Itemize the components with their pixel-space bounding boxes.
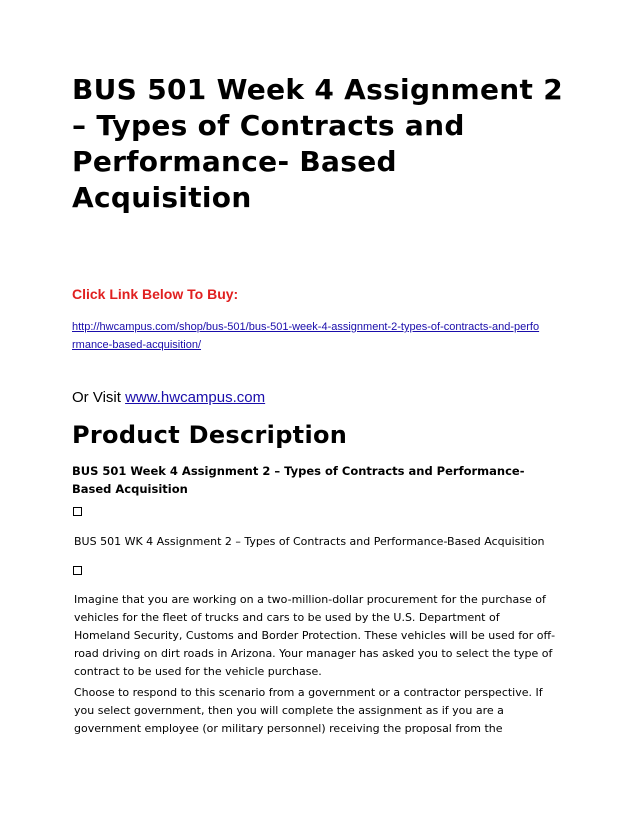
product-link[interactable]: http://hwcampus.com/shop/bus-501/bus-501-week-4-assignment-2-types-of-contracts-and-performance-based-acquisition/ (72, 321, 540, 351)
document-title: BUS 501 Week 4 Assignment 2 – Types of Contracts and Performance- Based Acquisition (72, 73, 564, 214)
checkbox-square-icon (73, 507, 82, 516)
paragraph-perspective: Choose to respond to this scenario from a government or a contractor perspective. If you select government, then you will complete the assignment as if you are a government employee (or military personnel) receiving the proposal from the (74, 686, 543, 735)
assignment-line: BUS 501 WK 4 Assignment 2 – Types of Contracts and Performance-Based Acquisition (74, 535, 545, 548)
visit-line (72, 389, 265, 406)
website-link[interactable]: www.hwcampus.com (125, 389, 266, 406)
visit-prefix: Or Visit (72, 389, 126, 406)
paragraph-scenario: Imagine that you are working on a two-million-dollar procurement for the purchase of vehicles for the fleet of trucks and cars to be used by the U.S. Department of Homeland Security, Customs and Border Protection. These vehicles will be used for off-road driving on dirt roads in Arizona. Your manager has asked you to select the type of contract to be used for the vehicle purchase. (74, 593, 556, 678)
buy-heading: Click Link Below To Buy: (72, 286, 239, 302)
section-title: Product Description (72, 421, 348, 449)
checkbox-square-icon (73, 566, 82, 575)
product-subtitle: BUS 501 Week 4 Assignment 2 – Types of Contracts and Performance- Based Acquisition (72, 464, 525, 496)
